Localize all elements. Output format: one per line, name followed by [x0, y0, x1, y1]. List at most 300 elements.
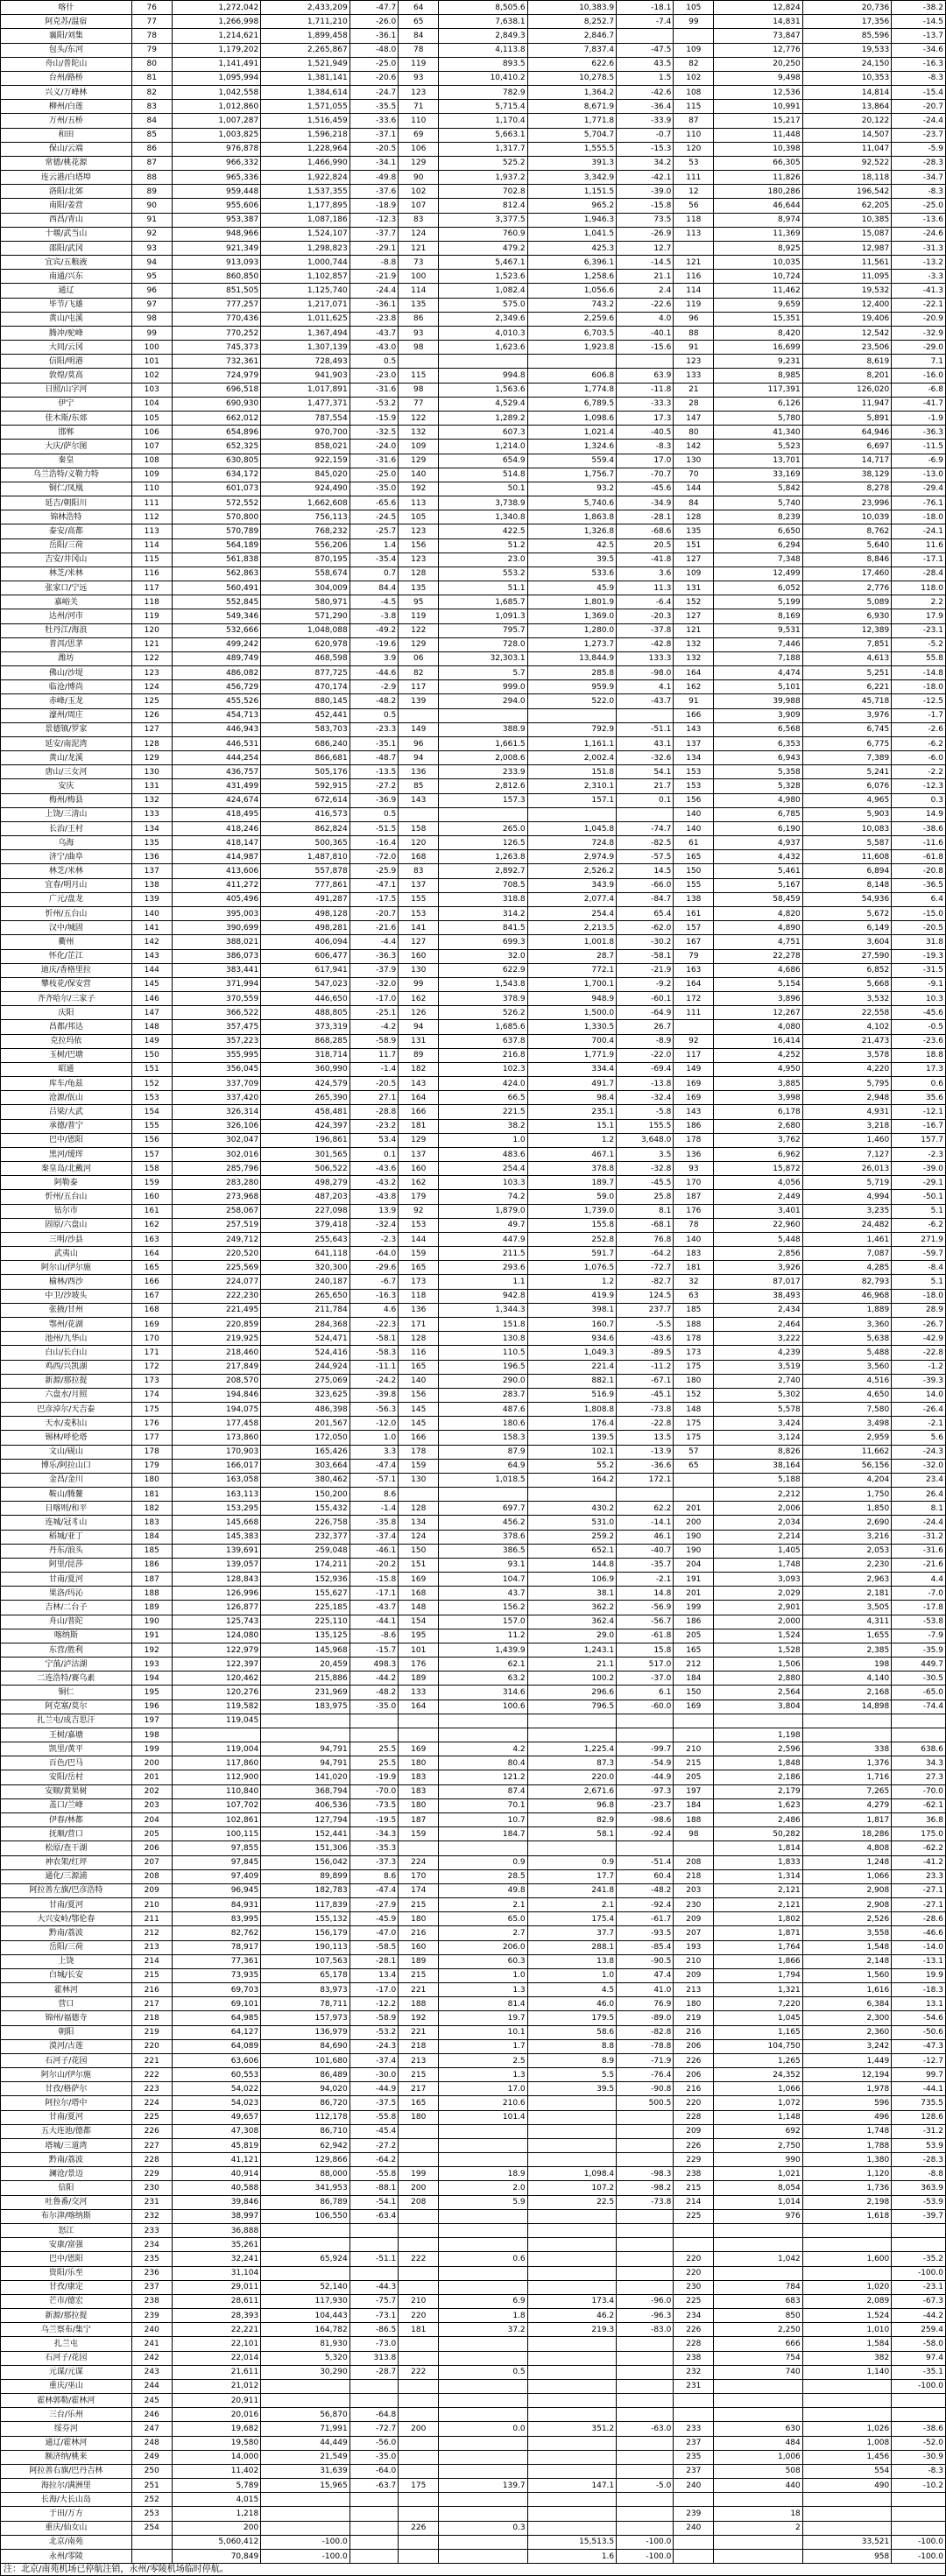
rank-cell: 61 — [674, 836, 714, 850]
table-row — [1, 2266, 946, 2280]
value-cell: -55.8 — [349, 2110, 399, 2124]
value-cell: -57.1 — [349, 1473, 399, 1487]
value-cell: 17,356 — [802, 15, 891, 29]
value-cell: 5,060,412 — [172, 2535, 260, 2549]
airport-name-cell: 阿里/昆莎 — [1, 1558, 132, 1572]
table-row — [1, 2011, 946, 2025]
value-cell: -100.0 — [617, 2549, 674, 2563]
value-cell: 516.9 — [527, 1388, 616, 1402]
value-cell: 2,901 — [714, 1601, 802, 1615]
table-row — [1, 694, 946, 708]
rank-cell: 206 — [674, 2068, 714, 2082]
value-cell: 9,498 — [714, 71, 802, 85]
value-cell: 6,789.5 — [527, 397, 616, 411]
rank-cell: 176 — [131, 1417, 172, 1431]
value-cell: -70.0 — [349, 1784, 399, 1798]
table-row — [1, 71, 946, 85]
table-row — [1, 1502, 946, 1516]
rank-cell: 189 — [399, 1672, 439, 1686]
airport-name-cell: 铜仁 — [1, 1686, 132, 1700]
rank-cell: 126 — [131, 708, 172, 722]
value-cell: 259,048 — [261, 1544, 349, 1558]
value-cell: 341,953 — [261, 2181, 349, 2195]
value-cell: -100.0 — [892, 2549, 946, 2563]
rank-cell — [399, 2408, 439, 2422]
value-cell: 3,896 — [714, 992, 802, 1006]
value-cell: -43.6 — [617, 1332, 674, 1346]
value-cell: 10,991 — [714, 100, 802, 114]
value-cell: 87.3 — [527, 1756, 616, 1770]
rank-cell: 215 — [399, 1968, 439, 1982]
value-cell: 10,410.2 — [439, 71, 527, 85]
rank-cell: 147 — [674, 411, 714, 425]
value-cell: -18.0 — [892, 510, 946, 524]
rank-cell: 132 — [674, 651, 714, 665]
rank-cell: 136 — [399, 1303, 439, 1317]
value-cell: 196.5 — [439, 1360, 527, 1374]
value-cell: 1,814 — [714, 1841, 802, 1855]
value-cell: 194,075 — [172, 1403, 260, 1417]
rank-cell: 102 — [131, 369, 172, 383]
value-cell: 634,172 — [172, 468, 260, 482]
rank-cell: 165 — [399, 1261, 439, 1275]
rank-cell: 104 — [131, 397, 172, 411]
table-row — [1, 1403, 946, 1417]
value-cell: 1,072 — [714, 2096, 802, 2110]
rank-cell: 200 — [131, 1756, 172, 1770]
rank-cell: 137 — [399, 878, 439, 892]
value-cell: -82.5 — [617, 836, 674, 850]
value-cell — [802, 2266, 891, 2280]
value-cell: -31.5 — [892, 963, 946, 977]
value-cell: 424.0 — [439, 1077, 527, 1091]
airport-name-cell: 舟山/普陀 — [1, 1615, 132, 1629]
value-cell: -47.0 — [349, 1926, 399, 1940]
value-cell: 422.5 — [439, 524, 527, 538]
value-cell: 470,174 — [261, 680, 349, 694]
airport-name-cell: 凯里/黄平 — [1, 1742, 132, 1756]
rank-cell: 148 — [674, 1403, 714, 1417]
airport-name-cell: 济宁/曲阜 — [1, 850, 132, 864]
value-cell: 120,462 — [172, 1672, 260, 1686]
value-cell: 151.8 — [527, 765, 616, 779]
value-cell: 41,340 — [714, 426, 802, 440]
rank-cell: 150 — [674, 1686, 714, 1700]
rank-cell — [674, 2535, 714, 2549]
rank-cell: 183 — [674, 1247, 714, 1261]
value-cell: -28.8 — [349, 1105, 399, 1119]
value-cell: 285.8 — [527, 666, 616, 680]
table-row — [1, 270, 946, 284]
table-row — [1, 864, 946, 878]
table-row — [1, 185, 946, 199]
value-cell: 8,846 — [802, 553, 891, 567]
value-cell: 2,880 — [714, 1672, 802, 1686]
value-cell: 173,860 — [172, 1431, 260, 1445]
table-row — [1, 1431, 946, 1445]
rank-cell: 109 — [674, 567, 714, 581]
rank-cell: 93 — [674, 1162, 714, 1176]
rank-cell: 137 — [674, 736, 714, 750]
value-cell — [617, 2521, 674, 2535]
value-cell: 5,154 — [714, 977, 802, 991]
value-cell: 163,058 — [172, 1473, 260, 1487]
value-cell: 303,664 — [261, 1459, 349, 1473]
value-cell — [349, 2266, 399, 2280]
rank-cell: 247 — [131, 2422, 172, 2436]
value-cell: 8,420 — [714, 326, 802, 340]
rank-cell: 243 — [131, 2365, 172, 2379]
value-cell — [714, 2493, 802, 2507]
rank-cell: 215 — [399, 2068, 439, 2082]
table-row — [1, 510, 946, 524]
value-cell: 560,491 — [172, 581, 260, 595]
rank-cell: 134 — [131, 821, 172, 835]
value-cell: 27.1 — [349, 1091, 399, 1105]
value-cell: 5,101 — [714, 680, 802, 694]
rank-cell: 128 — [399, 567, 439, 581]
value-cell — [349, 1728, 399, 1742]
rank-cell: 125 — [131, 694, 172, 708]
rank-cell: 140 — [674, 1232, 714, 1246]
rank-cell: 140 — [399, 1374, 439, 1388]
rank-cell: 87 — [674, 114, 714, 128]
table-row — [1, 1459, 946, 1473]
value-cell: 2,212 — [714, 1488, 802, 1502]
rank-cell: 90 — [131, 199, 172, 213]
value-cell: -78.8 — [617, 2039, 674, 2053]
rank-cell: 225 — [674, 2294, 714, 2308]
value-cell: 1,141,491 — [172, 57, 260, 71]
value-cell: -22.3 — [349, 1317, 399, 1331]
value-cell: -72.7 — [349, 2422, 399, 2436]
value-cell: 150,200 — [261, 1488, 349, 1502]
rank-cell: 226 — [399, 2521, 439, 2535]
airport-name-cell: 十堰/武当山 — [1, 227, 132, 241]
rank-cell: 87 — [131, 156, 172, 170]
rank-cell: 97 — [131, 298, 172, 312]
value-cell: 6,149 — [802, 921, 891, 935]
value-cell: 1,623.6 — [439, 341, 527, 355]
value-cell: 7,638.1 — [439, 15, 527, 29]
rank-cell: 216 — [674, 2082, 714, 2096]
value-cell: 351.2 — [527, 2422, 616, 2436]
rank-cell: 123 — [674, 355, 714, 369]
value-cell: -63.0 — [617, 2422, 674, 2436]
value-cell — [349, 2223, 399, 2237]
value-cell: -49.2 — [349, 623, 399, 637]
value-cell: 39.5 — [527, 2082, 616, 2096]
value-cell: 5.6 — [892, 1431, 946, 1445]
value-cell: 2,179 — [714, 1784, 802, 1798]
rank-cell: 167 — [131, 1289, 172, 1303]
value-cell: 102.1 — [527, 1445, 616, 1459]
airport-name-cell: 白城/长安 — [1, 1968, 132, 1982]
value-cell: 15,217 — [714, 114, 802, 128]
value-cell: 85,596 — [802, 29, 891, 43]
value-cell — [802, 2493, 891, 2507]
value-cell: 3,360 — [802, 1317, 891, 1331]
value-cell: 3,804 — [714, 1700, 802, 1714]
table-row — [1, 1813, 946, 1827]
value-cell: -35.0 — [349, 482, 399, 496]
value-cell: 58.6 — [527, 2025, 616, 2039]
value-cell: 5,199 — [714, 595, 802, 609]
rank-cell: 193 — [674, 1940, 714, 1954]
rank-cell: 77 — [131, 15, 172, 29]
airport-name-cell: 连云港/白塔埠 — [1, 171, 132, 185]
value-cell — [617, 807, 674, 821]
value-cell — [714, 2223, 802, 2237]
value-cell: 850 — [714, 2309, 802, 2323]
value-cell: -35.1 — [892, 2365, 946, 2379]
value-cell: 487.6 — [439, 1403, 527, 1417]
rank-cell: 179 — [399, 1190, 439, 1204]
value-cell: 4.0 — [617, 312, 674, 326]
value-cell: 532,666 — [172, 623, 260, 637]
rank-cell — [399, 2493, 439, 2507]
value-cell: -63.7 — [349, 2479, 399, 2493]
table-body — [1, 1, 946, 2564]
value-cell: -3.8 — [349, 609, 399, 623]
table-row — [1, 1940, 946, 1954]
value-cell: 259.4 — [892, 2323, 946, 2337]
rank-cell: 131 — [674, 581, 714, 595]
value-cell: 1,225.4 — [527, 1742, 616, 1756]
rank-cell — [399, 2379, 439, 2393]
value-cell — [349, 2507, 399, 2521]
value-cell: 1,066 — [802, 1869, 891, 1883]
value-cell: 8.8 — [527, 2039, 616, 2053]
value-cell: -6.8 — [892, 383, 946, 397]
rank-cell — [674, 1020, 714, 1034]
rank-cell: 148 — [399, 1601, 439, 1615]
value-cell: 3,218 — [802, 1119, 891, 1133]
value-cell: 3.3 — [349, 1445, 399, 1459]
table-row — [1, 1883, 946, 1897]
table-row — [1, 1798, 946, 1812]
value-cell: 78,917 — [172, 1940, 260, 1954]
value-cell: 104,443 — [261, 2309, 349, 2323]
value-cell — [527, 2394, 616, 2408]
value-cell: -35.9 — [892, 1643, 946, 1657]
value-cell: -47.4 — [349, 1883, 399, 1897]
rank-cell: 96 — [131, 284, 172, 298]
value-cell: 3,342.9 — [527, 171, 616, 185]
rank-cell: 246 — [131, 2408, 172, 2422]
value-cell: -0.7 — [617, 128, 674, 142]
value-cell: 6,852 — [802, 963, 891, 977]
table-row — [1, 1587, 946, 1601]
value-cell: 45,819 — [172, 2138, 260, 2152]
value-cell: 122,979 — [172, 1643, 260, 1657]
rank-cell: 152 — [131, 1077, 172, 1091]
value-cell: -39.0 — [617, 185, 674, 199]
value-cell: 252.8 — [527, 1232, 616, 1246]
value-cell: 3,578 — [802, 1048, 891, 1062]
value-cell: 155,627 — [261, 1587, 349, 1601]
airport-name-cell: 南阳/姜营 — [1, 199, 132, 213]
value-cell: -15.6 — [617, 341, 674, 355]
value-cell: 1,012,860 — [172, 100, 260, 114]
value-cell: 12,499 — [714, 567, 802, 581]
value-cell: 2,121 — [714, 1883, 802, 1897]
value-cell: 4,820 — [714, 907, 802, 921]
value-cell: 33,521 — [802, 2535, 891, 2549]
value-cell: 32.0 — [439, 949, 527, 963]
value-cell — [892, 2238, 946, 2252]
value-cell: 1.0 — [439, 1968, 527, 1982]
value-cell: 235.1 — [527, 1105, 616, 1119]
value-cell: 47.4 — [617, 1968, 674, 1982]
value-cell: -27.2 — [349, 779, 399, 793]
value-cell: -98.6 — [617, 1813, 674, 1827]
value-cell: -27.9 — [349, 1898, 399, 1912]
value-cell — [261, 1714, 349, 1728]
value-cell: 1,344.3 — [439, 1303, 527, 1317]
rank-cell: 116 — [674, 270, 714, 284]
value-cell: 69,101 — [172, 1997, 260, 2011]
value-cell: 271.9 — [892, 1232, 946, 1246]
value-cell: 592,915 — [261, 779, 349, 793]
table-row — [1, 1445, 946, 1459]
value-cell: 452,441 — [261, 708, 349, 722]
value-cell: 1,021 — [714, 2167, 802, 2181]
rank-cell: 253 — [131, 2507, 172, 2521]
rank-cell: 226 — [674, 2323, 714, 2337]
rank-cell: 116 — [399, 1346, 439, 1360]
value-cell: 21.7 — [617, 779, 674, 793]
value-cell — [617, 2379, 674, 2393]
value-cell: 24,150 — [802, 57, 891, 71]
value-cell: 5.9 — [439, 2195, 527, 2209]
value-cell: 1,560 — [802, 1968, 891, 1982]
airport-name-cell: 包头/东河 — [1, 43, 132, 57]
value-cell: 3,998 — [714, 1091, 802, 1105]
value-cell: 1,506 — [714, 1658, 802, 1672]
airport-name-cell: 忻州/五台山 — [1, 907, 132, 921]
value-cell: 326,314 — [172, 1105, 260, 1119]
rank-cell: 222 — [399, 2252, 439, 2266]
value-cell: -37.6 — [349, 185, 399, 199]
value-cell: -67.1 — [617, 1374, 674, 1388]
value-cell: 6,930 — [802, 609, 891, 623]
value-cell: -64.8 — [349, 2408, 399, 2422]
table-row — [1, 1346, 946, 1360]
airport-name-cell: 武夷山 — [1, 1247, 132, 1261]
value-cell: 8.1 — [892, 1502, 946, 1516]
value-cell: 1,148 — [714, 2110, 802, 2124]
value-cell: 12,389 — [802, 623, 891, 637]
value-cell — [349, 2238, 399, 2252]
value-cell: 73,847 — [714, 29, 802, 43]
value-cell: 3,519 — [714, 1360, 802, 1374]
table-row — [1, 1530, 946, 1544]
rank-cell: 28 — [674, 397, 714, 411]
rank-cell: 227 — [131, 2138, 172, 2152]
value-cell: 100.2 — [527, 1672, 616, 1686]
rank-cell: 117 — [399, 680, 439, 694]
rank-cell: 134 — [399, 1516, 439, 1530]
airport-name-cell: 阿拉善左旗/巴彦浩特 — [1, 1883, 132, 1897]
rank-cell: 119 — [399, 609, 439, 623]
value-cell: 222,230 — [172, 1289, 260, 1303]
airport-name-cell: 澜沧/景迈 — [1, 2167, 132, 2181]
value-cell: -23.7 — [892, 128, 946, 142]
value-cell: 7,580 — [802, 1403, 891, 1417]
value-cell: 32,303.1 — [439, 651, 527, 665]
value-cell: 893.5 — [439, 57, 527, 71]
value-cell: 76.9 — [617, 1997, 674, 2011]
value-cell: 787,554 — [261, 411, 349, 425]
value-cell: -25.0 — [892, 199, 946, 213]
value-cell: -12.3 — [892, 779, 946, 793]
value-cell: 157.1 — [527, 793, 616, 807]
rank-cell: 162 — [131, 1218, 172, 1232]
value-cell: 486,082 — [172, 666, 260, 680]
value-cell: 2,690 — [802, 1516, 891, 1530]
airport-name-cell: 鸡西/兴凯湖 — [1, 1360, 132, 1374]
rank-cell — [399, 2394, 439, 2408]
airport-name-cell: 延吉/朝阳川 — [1, 496, 132, 510]
table-row — [1, 2450, 946, 2464]
rank-cell: 169 — [399, 1742, 439, 1756]
airport-name-cell: 濠州/周庄 — [1, 708, 132, 722]
rank-cell: 213 — [131, 1940, 172, 1954]
value-cell: 777,861 — [261, 878, 349, 892]
rank-cell — [399, 2535, 439, 2549]
value-cell: -5.5 — [617, 1317, 674, 1331]
table-row — [1, 1926, 946, 1940]
value-cell — [527, 1488, 616, 1502]
value-cell: 1,045 — [714, 2011, 802, 2025]
value-cell: -89.0 — [617, 2011, 674, 2025]
value-cell: 24,352 — [714, 2068, 802, 2082]
value-cell: 1,151.5 — [527, 185, 616, 199]
rank-cell: 233 — [131, 2223, 172, 2237]
value-cell — [617, 2223, 674, 2237]
value-cell: -53.9 — [892, 2195, 946, 2209]
table-row — [1, 538, 946, 553]
value-cell — [892, 2394, 946, 2408]
rank-cell: 130 — [399, 1473, 439, 1487]
value-cell: 531.0 — [527, 1516, 616, 1530]
value-cell: 2,846.7 — [527, 29, 616, 43]
rank-cell: 156 — [131, 1133, 172, 1147]
value-cell: -33.3 — [617, 397, 674, 411]
value-cell: 86,720 — [261, 2096, 349, 2110]
value-cell: 5,188 — [714, 1473, 802, 1487]
table-row — [1, 128, 946, 142]
table-row — [1, 1686, 946, 1700]
value-cell: 1.2 — [527, 1275, 616, 1289]
value-cell: 2.4 — [617, 284, 674, 298]
rank-cell: 98 — [399, 383, 439, 397]
value-cell: 8,671.9 — [527, 100, 616, 114]
rank-cell: 201 — [674, 1587, 714, 1601]
airport-name-cell: 北京/南苑 — [1, 2535, 132, 2549]
value-cell: -82.8 — [617, 2025, 674, 2039]
value-cell: 294.0 — [439, 694, 527, 708]
value-cell: 343.9 — [527, 878, 616, 892]
airport-name-cell: 吐鲁番/交河 — [1, 2195, 132, 2209]
rank-cell: 115 — [399, 369, 439, 383]
value-cell: 64,946 — [802, 426, 891, 440]
value-cell: -11.5 — [892, 440, 946, 454]
rank-cell: 94 — [399, 1020, 439, 1034]
table-row — [1, 1176, 946, 1190]
value-cell: 290.0 — [439, 1374, 527, 1388]
